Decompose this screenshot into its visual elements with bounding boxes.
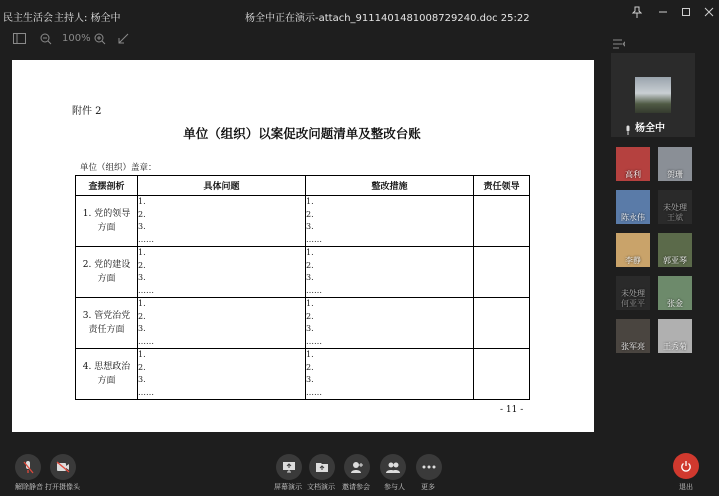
column-header: 具体问题 <box>138 176 306 196</box>
zoom-level: 100% <box>62 33 91 44</box>
panel-list-icon[interactable] <box>613 34 625 53</box>
meeting-name: 民主生活会 <box>3 13 53 24</box>
table-row <box>76 298 530 349</box>
more-label: 更多 <box>421 483 435 491</box>
more-button[interactable] <box>416 454 442 480</box>
participants-icon <box>380 454 406 480</box>
participant-name: 王斌 <box>667 213 683 222</box>
leave-button[interactable] <box>673 453 699 479</box>
problem-cell: 1. 2. 3. …… <box>138 196 306 247</box>
sidebar-toggle-icon[interactable] <box>13 33 26 47</box>
leader-cell <box>474 247 530 298</box>
measure-cell: 1. 2. 3. …… <box>306 349 474 400</box>
document-share-button[interactable] <box>309 454 335 480</box>
document-share-label: 文档演示 <box>307 483 335 491</box>
pin-icon[interactable] <box>632 6 642 21</box>
column-header: 责任领导 <box>474 176 530 196</box>
invite-label: 邀请参会 <box>342 483 370 491</box>
seal-label: 单位（组织）盖章： <box>80 163 157 173</box>
document-toolbar <box>0 30 600 50</box>
document-share-icon <box>309 454 335 480</box>
presenter-name: 杨全中 <box>635 123 665 134</box>
unmute-button[interactable] <box>15 454 41 480</box>
participant-status: 未处理 <box>621 289 645 298</box>
camera-label: 打开摄像头 <box>45 483 80 491</box>
participant-tile[interactable] <box>616 190 650 224</box>
participant-name: 王秀菊 <box>663 342 687 351</box>
zoom-out-icon[interactable] <box>40 33 52 48</box>
invite-button[interactable] <box>344 454 370 480</box>
issue-table <box>75 175 530 400</box>
maximize-icon[interactable] <box>681 6 691 21</box>
participant-tile[interactable] <box>658 276 692 310</box>
participant-tile[interactable] <box>616 319 650 353</box>
participant-name: 李静 <box>625 256 641 265</box>
participant-name: 高利 <box>625 170 641 179</box>
zoom-in-icon[interactable] <box>94 33 106 48</box>
participants-label: 参与人 <box>384 483 405 491</box>
participant-status: 未处理 <box>663 203 687 212</box>
participant-grid <box>616 147 692 357</box>
problem-cell: 1. 2. 3. …… <box>138 298 306 349</box>
problem-cell: 1. 2. 3. …… <box>138 349 306 400</box>
more-icon <box>416 454 442 480</box>
mic-icon <box>625 120 631 139</box>
column-header: 查摆剖析 <box>76 176 138 196</box>
page-number: - 11 - <box>500 405 524 415</box>
participant-name: 郭亚琴 <box>663 256 687 265</box>
table-row <box>76 349 530 400</box>
screen-share-icon <box>276 454 302 480</box>
window-title: 杨全中正在演示-attach_9111401481008729240.doc 25:22 <box>245 13 530 24</box>
participant-tile[interactable] <box>658 233 692 267</box>
category-cell: 4. 思想政治方面 <box>82 362 131 386</box>
leader-cell <box>474 298 530 349</box>
close-icon[interactable] <box>704 6 714 21</box>
screen-share-button[interactable] <box>276 454 302 480</box>
presenter-avatar <box>635 77 671 113</box>
category-cell: 2. 党的建设方面 <box>82 260 131 284</box>
participant-tile[interactable] <box>616 147 650 181</box>
screen-share-label: 屏幕演示 <box>274 483 302 491</box>
host-label: 主持人: 杨全中 <box>54 13 121 24</box>
column-header: 整改措施 <box>306 176 474 196</box>
title-bar <box>0 0 719 30</box>
table-row <box>76 247 530 298</box>
minimize-icon[interactable] <box>658 6 668 21</box>
mic-muted-icon <box>15 454 41 480</box>
participant-tile[interactable] <box>658 319 692 353</box>
participant-tile[interactable] <box>658 147 692 181</box>
problem-cell: 1. 2. 3. …… <box>138 247 306 298</box>
participant-name: 张金 <box>667 299 683 308</box>
participant-name: 何亚平 <box>621 299 645 308</box>
document-title: 单位（组织）以案促改问题清单及整改台账 <box>183 126 421 141</box>
camera-button[interactable] <box>50 454 76 480</box>
camera-off-icon <box>50 454 76 480</box>
participant-tile[interactable] <box>616 276 650 310</box>
presenter-video[interactable] <box>611 53 695 137</box>
power-icon <box>673 453 699 479</box>
participant-name: 张军亮 <box>621 342 645 351</box>
participants-button[interactable] <box>380 454 406 480</box>
unmute-label: 解除静音 <box>15 483 43 491</box>
table-header-row <box>76 176 530 196</box>
participant-name: 贺珊 <box>667 170 683 179</box>
measure-cell: 1. 2. 3. …… <box>306 247 474 298</box>
measure-cell: 1. 2. 3. …… <box>306 196 474 247</box>
document-page <box>12 60 594 432</box>
participant-tile[interactable] <box>616 233 650 267</box>
category-cell: 1. 党的领导方面 <box>82 209 131 233</box>
fit-icon[interactable] <box>118 33 129 47</box>
leave-label: 退出 <box>679 483 693 491</box>
attachment-label: 附件 2 <box>72 106 102 117</box>
participant-name: 陈永伟 <box>621 213 645 222</box>
table-row <box>76 196 530 247</box>
measure-cell: 1. 2. 3. …… <box>306 298 474 349</box>
leader-cell <box>474 196 530 247</box>
participant-tile[interactable] <box>658 190 692 224</box>
leader-cell <box>474 349 530 400</box>
invite-icon <box>344 454 370 480</box>
category-cell: 3. 管党治党责任方面 <box>82 311 131 335</box>
